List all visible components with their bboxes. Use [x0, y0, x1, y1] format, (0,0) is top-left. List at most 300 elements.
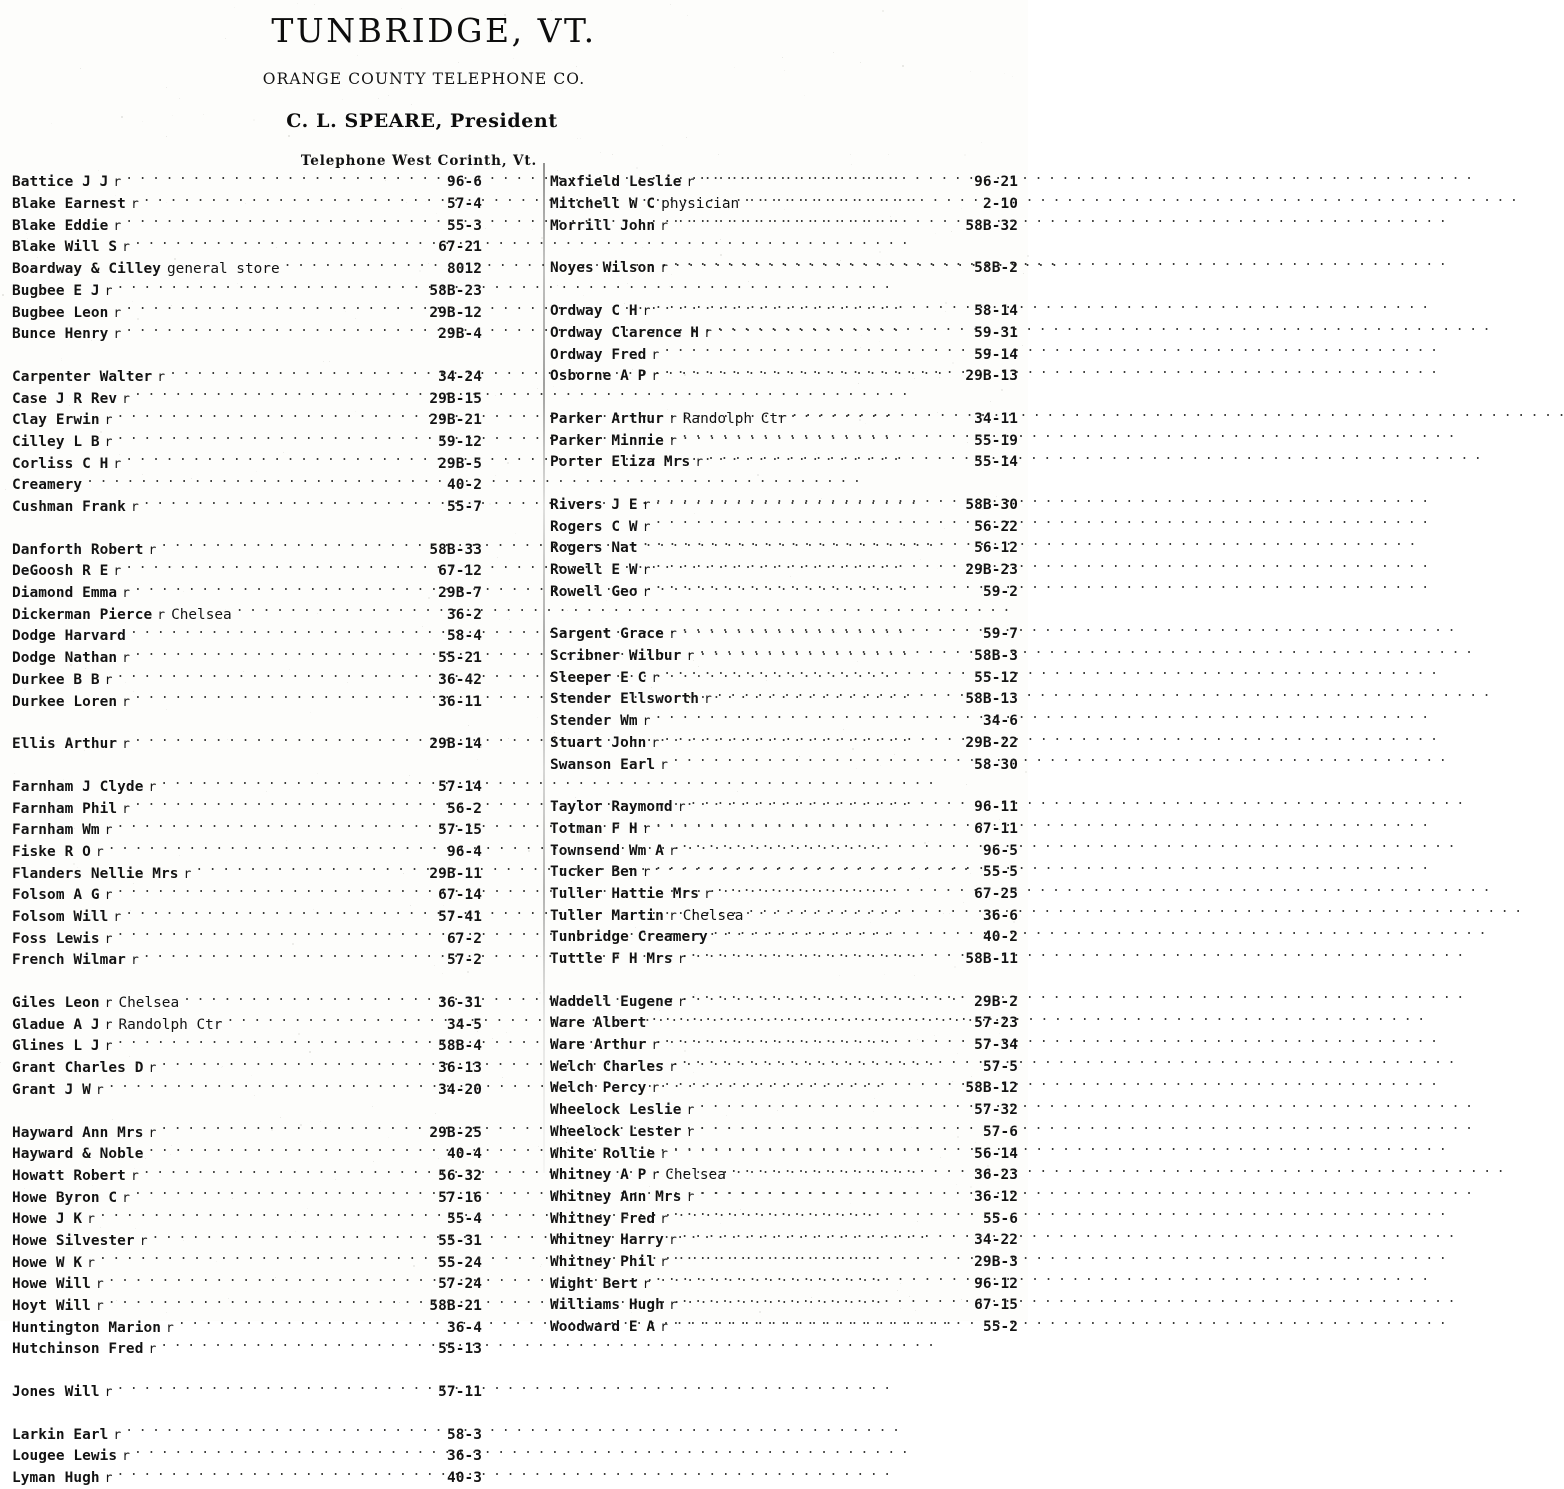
dot-leader [642, 538, 973, 552]
dot-leader [125, 302, 427, 316]
entry-rural-route-marker: r [642, 1276, 651, 1292]
entry-phone-number: 29B-3 [974, 1253, 1018, 1270]
entry-subscriber-name: DeGoosh R E [12, 563, 109, 580]
dot-leader [698, 646, 972, 660]
dot-leader [160, 777, 436, 791]
entry-rural-route-marker: r [122, 586, 130, 602]
entry-phone-number: 58B-12 [965, 1080, 1018, 1097]
entry-rural-route-marker: r [95, 1277, 104, 1293]
dot-leader [116, 1036, 436, 1050]
dot-leader [147, 1144, 444, 1158]
entry-rural-route-marker: r [660, 757, 668, 773]
company-name: ORANGE COUNTY TELEPHONE CO. [262, 70, 586, 88]
entry-subscriber-name: Foss Lewis [12, 930, 100, 947]
dot-leader [125, 172, 445, 186]
dot-leader [134, 388, 427, 402]
entry-subscriber-name: Howe Will [12, 1276, 91, 1293]
dot-leader [134, 1187, 436, 1201]
entry-phone-number: 56-22 [974, 518, 1018, 535]
entry-phone-number: 29B-11 [429, 865, 482, 882]
dot-leader [681, 430, 972, 444]
dot-leader [663, 366, 963, 380]
entry-rural-route-marker: r [695, 455, 704, 471]
entry-subscriber-name: Fiske R O [12, 843, 91, 860]
dot-leader [654, 301, 972, 315]
entry-rural-route-marker: r [148, 1061, 157, 1077]
entry-place-or-occupation: Randolph Ctr [682, 410, 787, 427]
entry-rural-route-marker: r [122, 391, 130, 407]
entry-subscriber-name: Huntington Marion [12, 1319, 161, 1336]
entry-rural-route-marker: r [122, 801, 130, 817]
entry-phone-number: 36-4 [446, 1319, 482, 1336]
entry-subscriber-name: Ordway C H [550, 303, 638, 320]
directory-entry [550, 258, 1018, 280]
dot-leader [284, 259, 445, 273]
entry-rural-route-marker: r [642, 519, 651, 535]
entry-rural-route-marker: r [642, 497, 651, 513]
entry-rural-route-marker: r [668, 1233, 677, 1249]
entry-subscriber-name: Blake Eddie [12, 217, 109, 234]
entry-phone-number: 67-2 [446, 930, 482, 947]
entry-rural-route-marker: r [704, 692, 712, 708]
entry-rural-route-marker: r [704, 325, 712, 341]
directory-column-right [550, 172, 1018, 1338]
entry-phone-number: 57-24 [438, 1276, 482, 1293]
entry-rural-route-marker: r [87, 1212, 95, 1228]
directory-entry [12, 1468, 482, 1489]
dot-leader [195, 863, 427, 877]
dot-leader [698, 1121, 981, 1135]
entry-phone-number: 29B-15 [429, 390, 482, 407]
entry-phone-number: 55-14 [974, 454, 1018, 471]
entry-phone-number: 55-21 [438, 650, 482, 667]
entry-phone-number: 58B-2 [974, 260, 1018, 277]
entry-rural-route-marker: r [677, 994, 686, 1010]
entry-rural-route-marker: r [122, 694, 130, 710]
entry-rural-route-marker: r [668, 908, 677, 924]
dot-leader [143, 950, 445, 964]
entry-rural-route-marker: r [104, 823, 113, 839]
dot-leader [99, 1252, 436, 1266]
entry-subscriber-name: Dickerman Pierce [12, 606, 153, 623]
entry-phone-number: 57-34 [974, 1037, 1018, 1054]
dot-leader [130, 626, 445, 640]
entry-phone-number: 36-31 [438, 995, 482, 1012]
directory-entry [550, 1317, 1018, 1339]
entry-rural-route-marker: r [686, 175, 695, 191]
entry-place-or-occupation: Chelsea [171, 606, 232, 623]
entry-phone-number: 57-14 [438, 778, 482, 795]
entry-rural-route-marker: r [686, 1124, 695, 1140]
entry-subscriber-name: Whitney Harry [550, 1232, 664, 1249]
dot-leader [134, 1446, 445, 1460]
president-line: C. L. SPEARE, President [286, 110, 558, 132]
dot-leader [116, 432, 436, 446]
entry-rural-route-marker: r [122, 1190, 130, 1206]
entry-rural-route-marker: r [642, 304, 651, 320]
dot-leader [108, 1274, 436, 1288]
entry-subscriber-name: Williams Hugh [550, 1297, 664, 1314]
entry-phone-number: 58B-33 [429, 541, 482, 558]
dot-leader [108, 842, 445, 856]
directory-column-left [12, 172, 482, 1489]
entry-phone-number: 29B-2 [974, 993, 1018, 1010]
entry-subscriber-name: Howe Byron C [12, 1189, 118, 1206]
entry-subscriber-name: Bugbee Leon [12, 304, 109, 321]
entry-subscriber-name: Waddell Eugene [550, 993, 673, 1010]
entry-phone-number: 36-12 [974, 1188, 1018, 1205]
entry-phone-number: 56-12 [974, 540, 1018, 557]
entry-rural-route-marker: r [122, 737, 130, 753]
entry-subscriber-name: Gladue A J [12, 1016, 100, 1033]
dot-leader [134, 798, 445, 812]
entry-subscriber-name: Parker Minnie [550, 432, 664, 449]
dot-leader [134, 648, 436, 662]
dot-leader [226, 1014, 445, 1028]
entry-rural-route-marker: r [113, 175, 122, 191]
entry-phone-number: 56-2 [446, 800, 482, 817]
entry-subscriber-name: Ordway Fred [550, 346, 647, 363]
entry-phone-number: 58B-30 [965, 496, 1018, 513]
entry-rural-route-marker: r [651, 1168, 660, 1184]
entry-place-or-occupation: general store [167, 261, 280, 278]
entry-subscriber-name: Howatt Robert [12, 1167, 126, 1184]
dot-leader [672, 1143, 972, 1157]
entry-phone-number: 57-15 [438, 822, 482, 839]
dot-leader [169, 367, 436, 381]
entry-phone-number: 58-30 [974, 756, 1018, 773]
dot-leader [716, 884, 972, 898]
dot-leader [663, 732, 963, 746]
entry-subscriber-name: Wheelock Lester [550, 1123, 682, 1140]
dot-leader [690, 949, 964, 963]
entry-place-or-occupation: Randolph Ctr [118, 1016, 223, 1033]
dot-leader [160, 1058, 436, 1072]
dot-leader [663, 344, 972, 358]
entry-subscriber-name: Hayward Ann Mrs [12, 1124, 144, 1141]
dot-leader [160, 1339, 436, 1353]
entry-rural-route-marker: r [166, 1320, 174, 1336]
entry-rural-route-marker: r [113, 305, 122, 321]
entry-rural-route-marker: r [651, 1038, 660, 1054]
entry-phone-number: 67-14 [438, 887, 482, 904]
entry-subscriber-name: Jones Will [12, 1384, 100, 1401]
entry-rural-route-marker: r [668, 627, 677, 643]
entry-rural-route-marker: r [668, 843, 677, 859]
entry-rural-route-marker: r [130, 953, 139, 969]
entry-rural-route-marker: r [660, 261, 668, 277]
dot-leader [716, 322, 972, 336]
dot-leader [698, 1187, 972, 1201]
entry-rural-route-marker: r [130, 197, 139, 213]
directory-entry [550, 366, 1018, 388]
entry-rural-route-marker: r [660, 1146, 668, 1162]
entry-subscriber-name: Howe Silvester [12, 1232, 135, 1249]
masthead [0, 0, 1028, 169]
entry-subscriber-name: Rogers C W [550, 518, 638, 535]
entry-phone-number: 40-2 [982, 929, 1018, 946]
dot-leader [663, 1035, 972, 1049]
entry-subscriber-name: Wheelock Leslie [550, 1102, 682, 1119]
entry-rural-route-marker: r [104, 1471, 113, 1487]
entry-phone-number: 67-12 [438, 563, 482, 580]
entry-subscriber-name: Taylor Raymond [550, 799, 673, 816]
entry-phone-number: 59-31 [974, 324, 1018, 341]
entry-phone-number: 57-32 [974, 1102, 1018, 1119]
entry-rural-route-marker: r [104, 996, 113, 1012]
entry-rural-route-marker: r [104, 1017, 113, 1033]
entry-phone-number: 34-5 [446, 1016, 482, 1033]
entry-rural-route-marker: r [95, 844, 104, 860]
entry-phone-number: 57-2 [446, 952, 482, 969]
dot-leader [99, 1209, 445, 1223]
entry-subscriber-name: Swanson Earl [550, 756, 656, 773]
entry-phone-number: 34-6 [982, 713, 1018, 730]
entry-phone-number: 55-7 [446, 499, 482, 516]
entry-place-or-occupation: physician [661, 196, 740, 213]
entry-subscriber-name: Porter Eliza Mrs [550, 454, 691, 471]
entry-phone-number: 55-5 [982, 864, 1018, 881]
entry-rural-route-marker: r [130, 500, 139, 516]
entry-subscriber-name: Durkee Loren [12, 693, 118, 710]
entry-rural-route-marker: r [157, 607, 166, 623]
entry-rural-route-marker: r [87, 1255, 95, 1271]
dot-leader [116, 1382, 436, 1396]
dot-leader [134, 691, 436, 705]
entry-subscriber-name: Tuttle F H Mrs [550, 951, 673, 968]
entry-subscriber-name: Creamery [12, 477, 83, 494]
entry-phone-number: 34-11 [974, 410, 1018, 427]
entry-subscriber-name: Rowell Geo [550, 583, 638, 600]
dot-leader [160, 1122, 427, 1136]
entry-subscriber-name: Rivers J E [550, 496, 638, 513]
dot-leader [125, 561, 436, 575]
entry-rural-route-marker: r [651, 1081, 660, 1097]
dot-leader [654, 819, 972, 833]
entry-phone-number: 67-15 [974, 1297, 1018, 1314]
directory-entry [12, 691, 482, 713]
dot-leader [681, 624, 981, 638]
entry-phone-number: 29B-7 [438, 585, 482, 602]
dot-leader [178, 1317, 445, 1331]
entry-subscriber-name: Ordway Clarence H [550, 324, 699, 341]
entry-phone-number: 36-11 [438, 693, 482, 710]
entry-rural-route-marker: r [148, 1342, 157, 1358]
dot-leader [654, 1273, 972, 1287]
entry-phone-number: 29B-22 [965, 734, 1018, 751]
entry-phone-number: 29B-12 [429, 304, 482, 321]
entry-phone-number: 29B-5 [438, 455, 482, 472]
directory-entry [12, 1079, 482, 1101]
directory-entry [12, 1339, 482, 1361]
dot-leader [143, 1166, 436, 1180]
entry-phone-number: 96-12 [974, 1275, 1018, 1292]
entry-phone-number: 55-24 [438, 1254, 482, 1271]
entry-phone-number: 57-5 [982, 1058, 1018, 1075]
entry-phone-number: 67-21 [438, 239, 482, 256]
entry-phone-number: 40-3 [446, 1470, 482, 1487]
entry-subscriber-name: Parker Arthur [550, 410, 664, 427]
dot-leader [125, 907, 436, 921]
dot-leader [183, 993, 436, 1007]
entry-rural-route-marker: r [686, 1189, 695, 1205]
entry-rural-route-marker: r [157, 369, 166, 385]
entry-subscriber-name: Blake Will S [12, 239, 118, 256]
entry-subscriber-name: Giles Leon [12, 995, 100, 1012]
entry-rural-route-marker: r [660, 218, 668, 234]
entry-subscriber-name: White Rollie [550, 1145, 656, 1162]
dot-leader [134, 237, 436, 251]
entry-phone-number: 34-22 [974, 1232, 1018, 1249]
directory-entry [12, 1382, 482, 1404]
entry-rural-route-marker: r [183, 866, 192, 882]
entry-phone-number: 29B-23 [965, 562, 1018, 579]
entry-rural-route-marker: r [677, 800, 686, 816]
entry-rural-route-marker: r [651, 369, 660, 385]
entry-rural-route-marker: r [660, 1211, 668, 1227]
entry-rural-route-marker: r [668, 1298, 677, 1314]
entry-phone-number: 67-25 [974, 885, 1018, 902]
entry-phone-number: 57-11 [438, 1384, 482, 1401]
entry-subscriber-name: Tuller Hattie Mrs [550, 885, 699, 902]
entry-phone-number: 58B-32 [965, 217, 1018, 234]
entry-rural-route-marker: r [642, 714, 651, 730]
exchange-line: Telephone West Corinth, Vt. [300, 153, 538, 169]
entry-rural-route-marker: r [668, 1059, 677, 1075]
dot-leader [672, 754, 972, 768]
entry-subscriber-name: Battice J J [12, 174, 109, 191]
entry-subscriber-name: Bugbee E J [12, 282, 100, 299]
entry-phone-number: 58-3 [446, 1426, 482, 1443]
dot-leader [672, 1252, 972, 1266]
entry-rural-route-marker: r [104, 434, 113, 450]
dot-leader [707, 452, 972, 466]
dot-leader [654, 495, 963, 509]
entry-phone-number: 36-6 [982, 907, 1018, 924]
dot-leader [134, 583, 436, 597]
entry-subscriber-name: Larkin Earl [12, 1426, 109, 1443]
entry-rural-route-marker: r [642, 821, 651, 837]
entry-subscriber-name: Hoyt Will [12, 1298, 91, 1315]
entry-subscriber-name: Hayward & Noble [12, 1146, 144, 1163]
dot-leader [116, 280, 427, 294]
entry-subscriber-name: Folsom Will [12, 909, 109, 926]
entry-subscriber-name: Diamond Emma [12, 585, 118, 602]
entry-rural-route-marker: r [113, 327, 122, 343]
dot-leader [86, 475, 445, 489]
dot-leader [672, 1317, 981, 1331]
entry-rural-route-marker: r [122, 240, 130, 256]
entry-phone-number: 58B-11 [965, 951, 1018, 968]
entry-phone-number: 57-16 [438, 1189, 482, 1206]
entry-phone-number: 56-32 [438, 1167, 482, 1184]
entry-rural-route-marker: r [130, 1168, 139, 1184]
dot-leader [681, 1230, 972, 1244]
entry-phone-number: 40-4 [446, 1146, 482, 1163]
entry-subscriber-name: Folsom A G [12, 887, 100, 904]
dot-leader [152, 1231, 437, 1245]
entry-phone-number: 55-13 [438, 1341, 482, 1358]
entry-phone-number: 56-14 [974, 1145, 1018, 1162]
entry-phone-number: 58B-23 [429, 282, 482, 299]
entry-phone-number: 55-4 [446, 1211, 482, 1228]
entry-rural-route-marker: r [642, 584, 651, 600]
directory-entry [12, 324, 482, 346]
entry-rural-route-marker: r [651, 347, 660, 363]
entry-phone-number: 59-2 [982, 583, 1018, 600]
dot-leader [125, 1424, 445, 1438]
entry-phone-number: 55-6 [982, 1210, 1018, 1227]
entry-phone-number: 59-14 [974, 346, 1018, 363]
entry-phone-number: 96-4 [446, 843, 482, 860]
entry-subscriber-name: Morrill John [550, 217, 656, 234]
directory-entry [550, 452, 1018, 474]
dot-leader [116, 410, 427, 424]
dot-leader [681, 1056, 981, 1070]
dot-leader [108, 1079, 436, 1093]
entry-subscriber-name: Welch Percy [550, 1080, 647, 1097]
entry-subscriber-name: Sargent Grace [550, 626, 664, 643]
entry-subscriber-name: Carpenter Walter [12, 368, 153, 385]
entry-subscriber-name: Tucker Ben [550, 864, 638, 881]
entry-subscriber-name: Whitney Fred [550, 1210, 656, 1227]
entry-subscriber-name: Blake Earnest [12, 196, 126, 213]
entry-subscriber-name: Ware Arthur [550, 1037, 647, 1054]
entry-subscriber-name: Cushman Frank [12, 499, 126, 516]
entry-subscriber-name: Farnham J Clyde [12, 778, 144, 795]
entry-phone-number: 57-4 [446, 196, 482, 213]
entry-subscriber-name: Rowell E W [550, 562, 638, 579]
entry-phone-number: 58B-3 [974, 648, 1018, 665]
entry-rural-route-marker: r [686, 649, 695, 665]
entry-subscriber-name: Clay Erwin [12, 412, 100, 429]
dot-leader [654, 516, 972, 530]
entry-rural-route-marker: r [148, 779, 157, 795]
dot-leader [672, 1208, 981, 1222]
entry-rural-route-marker: r [104, 931, 113, 947]
dot-leader [116, 820, 436, 834]
entry-phone-number: 40-2 [446, 477, 482, 494]
entry-subscriber-name: Flanders Nellie Mrs [12, 865, 179, 882]
entry-phone-number: 55-12 [974, 669, 1018, 686]
dot-leader [134, 734, 427, 748]
entry-phone-number: 29B-21 [429, 412, 482, 429]
entry-phone-number: 29B-13 [965, 368, 1018, 385]
dot-leader [747, 905, 981, 919]
entry-subscriber-name: Lyman Hugh [12, 1470, 100, 1487]
dot-leader [672, 258, 972, 272]
entry-rural-route-marker: r [651, 670, 660, 686]
dot-leader [116, 1468, 444, 1482]
entry-subscriber-name: Mitchell W C [550, 196, 656, 213]
dot-leader [730, 1165, 972, 1179]
entry-phone-number: 96-21 [974, 174, 1018, 191]
entry-phone-number: 55-3 [446, 217, 482, 234]
entry-subscriber-name: Townsend Wm A [550, 842, 664, 859]
entry-subscriber-name: Bunce Henry [12, 326, 109, 343]
entry-place-or-occupation: Chelsea [665, 1167, 726, 1184]
entry-rural-route-marker: r [686, 1103, 695, 1119]
entry-subscriber-name: Tuller Martin [550, 907, 664, 924]
dot-leader [690, 991, 973, 1005]
entry-subscriber-name: Boardway & Cilley [12, 261, 161, 278]
entry-rural-route-marker: r [104, 1385, 113, 1401]
entry-subscriber-name: Stuart John [550, 734, 647, 751]
entry-subscriber-name: Sleeper E C [550, 669, 647, 686]
entry-phone-number: 34-20 [438, 1081, 482, 1098]
directory-entry [12, 497, 482, 519]
entry-rural-route-marker: r [148, 542, 157, 558]
